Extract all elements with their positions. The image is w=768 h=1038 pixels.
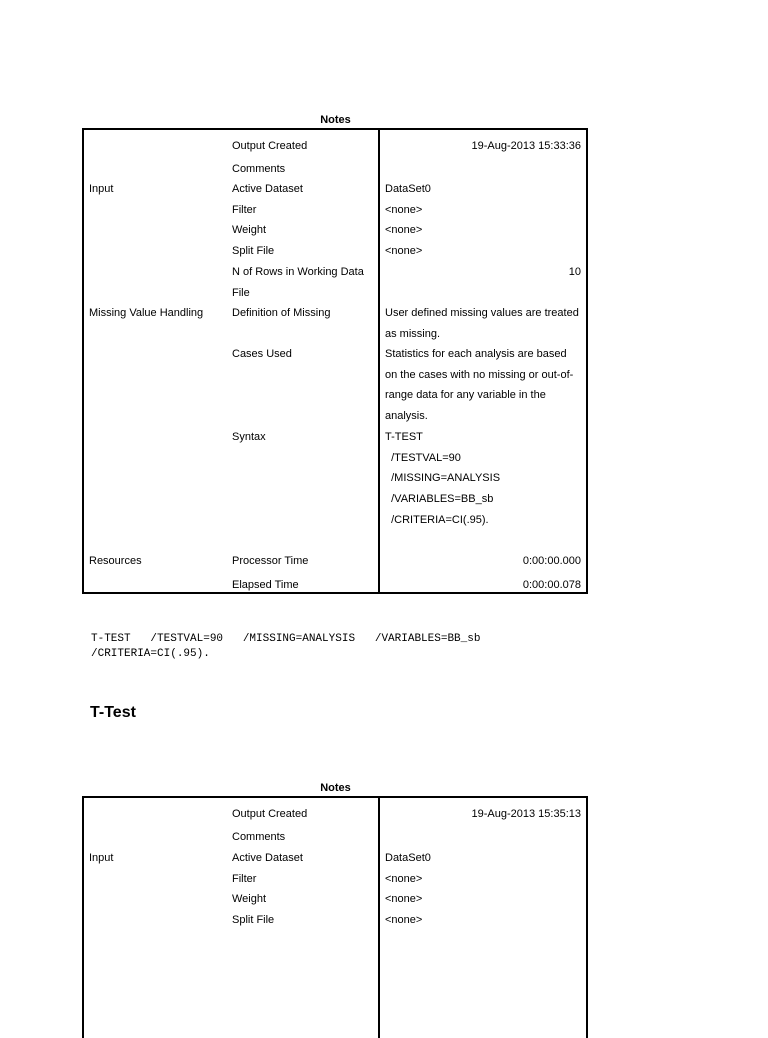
row-value: 0:00:00.000 xyxy=(522,555,581,567)
syntax-log xyxy=(91,632,480,662)
notes-table xyxy=(82,128,588,594)
row-label: Comments xyxy=(232,831,286,843)
row-label: Weight xyxy=(232,224,267,236)
row-label: Output Created xyxy=(232,140,308,152)
row-label: Filter xyxy=(232,204,257,216)
row-label: Elapsed Time xyxy=(232,579,299,591)
row-label: Cases Used xyxy=(232,348,292,360)
row-label: Comments xyxy=(232,163,286,175)
row-value: <none> xyxy=(385,224,423,236)
row-label: N of Rows in Working Data File xyxy=(232,266,364,299)
syntax-line: /CRITERIA=CI(.95). xyxy=(385,514,489,526)
row-value: <none> xyxy=(385,204,423,216)
row-label: Split File xyxy=(232,245,275,257)
row-value: Statistics for each analysis are based on the cases with no missing or out-of-range data for any variable in the analysis. xyxy=(385,348,574,422)
row-label: Split File xyxy=(232,914,275,926)
notes-table xyxy=(82,796,588,1038)
row-value: <none> xyxy=(385,914,423,926)
row-value: <none> xyxy=(385,873,423,885)
column-divider xyxy=(378,798,380,1038)
row-value: User defined missing values are treated as missing. xyxy=(385,307,579,340)
row-label: Syntax xyxy=(232,431,266,443)
syntax-line: /TESTVAL=90 xyxy=(385,452,461,464)
row-label: Filter xyxy=(232,873,257,885)
row-value: DataSet0 xyxy=(385,183,431,195)
syntax-line: /VARIABLES=BB_sb xyxy=(385,493,494,505)
row-value: DataSet0 xyxy=(385,852,431,864)
section-label: Input xyxy=(89,183,114,195)
section-heading: T-Test xyxy=(90,704,136,721)
notes-title: Notes xyxy=(320,114,351,126)
syntax-log-line: T-TEST /TESTVAL=90 /MISSING=ANALYSIS /VARIABLES=BB_sb xyxy=(91,633,481,645)
row-label: Active Dataset xyxy=(232,852,303,864)
section-label: Resources xyxy=(89,555,142,567)
notes-title: Notes xyxy=(320,782,351,794)
row-value: 0:00:00.078 xyxy=(522,579,581,591)
row-label: Active Dataset xyxy=(232,183,303,195)
row-label: Processor Time xyxy=(232,555,309,567)
row-label: Weight xyxy=(232,893,267,905)
syntax-line: T-TEST xyxy=(385,431,423,443)
row-value: <none> xyxy=(385,893,423,905)
row-label: Definition of Missing xyxy=(232,307,331,319)
section-label: Missing Value Handling xyxy=(89,307,204,319)
section-label: Input xyxy=(89,852,114,864)
row-label: Output Created xyxy=(232,808,308,820)
syntax-log-line: /CRITERIA=CI(.95). xyxy=(91,648,210,660)
row-value: 10 xyxy=(568,266,581,278)
row-value: 19-Aug-2013 15:35:13 xyxy=(471,808,581,820)
row-value: <none> xyxy=(385,245,423,257)
syntax-line: /MISSING=ANALYSIS xyxy=(385,472,501,484)
column-divider xyxy=(378,130,380,594)
row-value: 19-Aug-2013 15:33:36 xyxy=(471,140,581,152)
